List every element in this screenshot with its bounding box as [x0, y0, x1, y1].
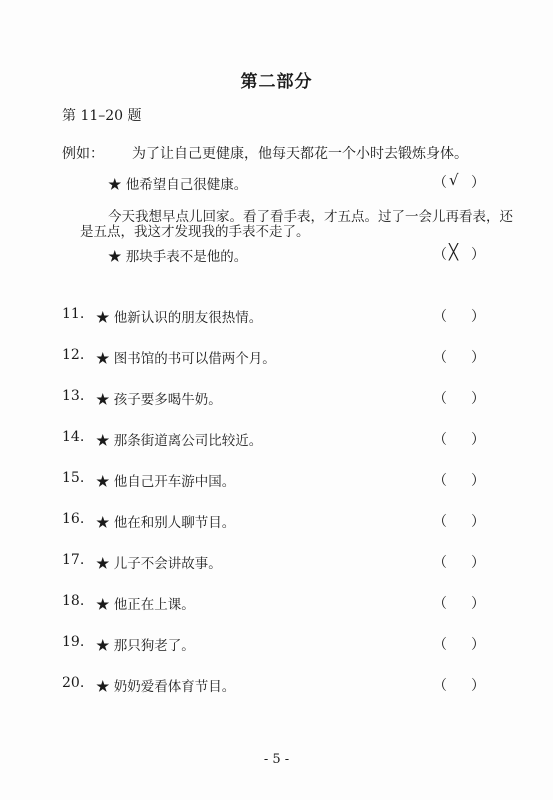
paren-left: （ [433, 391, 447, 407]
question-number: 17. [62, 552, 85, 568]
question-number: 19. [62, 634, 85, 650]
paren-right: ） [471, 473, 485, 489]
paren-right: ） [471, 350, 485, 366]
question-number: 12. [62, 347, 85, 363]
paren-right: ） [471, 637, 485, 653]
paren-right: ） [471, 247, 485, 263]
paren-right: ） [471, 391, 485, 407]
question-statement: ★ 孩子要多喝牛奶。 [96, 392, 222, 408]
paren-left: （ [433, 555, 447, 571]
question-statement: ★ 儿子不会讲故事。 [96, 556, 222, 572]
question-number: 14. [62, 429, 85, 445]
paren-left: （ [433, 596, 447, 612]
example-statement-2: ★ 那块手表不是他的。 [108, 249, 248, 265]
paren-right: ） [471, 175, 485, 191]
question-number: 20. [62, 675, 85, 691]
part-title: 第二部分 [240, 72, 313, 92]
paren-right: ） [471, 432, 485, 448]
paren-left: （ [433, 678, 447, 694]
question-statement: ★ 那只狗老了。 [96, 638, 195, 654]
paren-right: ） [471, 678, 485, 694]
question-statement: ★ 奶奶爱看体育节目。 [96, 679, 236, 695]
question-statement: ★ 他在和别人聊节目。 [96, 515, 236, 531]
question-statement: ★ 图书馆的书可以借两个月。 [96, 351, 276, 367]
example-paragraph-line-1: 今天我想早点儿回家。看了看手表，才五点。过了一会儿再看表，还 [108, 209, 513, 225]
paren-left: （ [433, 175, 447, 191]
paren-left: （ [433, 309, 447, 325]
example-statement-1: ★ 他希望自己很健康。 [108, 177, 248, 193]
question-statement: ★ 他新认识的朋友很热情。 [96, 310, 263, 326]
example-sentence: 为了让自己更健康，他每天都花一个小时去锻炼身体。 [132, 146, 468, 162]
page-number: - 5 - [263, 752, 290, 767]
paren-right: ） [471, 309, 485, 325]
question-number: 11. [62, 306, 85, 322]
question-range-label: 第 11–20 题 [62, 108, 142, 124]
paren-right: ） [471, 596, 485, 612]
cross-icon: ╳ [449, 243, 459, 261]
question-statement: ★ 那条街道离公司比较近。 [96, 433, 263, 449]
paren-left: （ [433, 350, 447, 366]
example-prefix: 例如： [62, 146, 104, 162]
paren-right: ） [471, 514, 485, 530]
paren-left: （ [433, 473, 447, 489]
question-number: 18. [62, 593, 85, 609]
question-number: 13. [62, 388, 85, 404]
paren-left: （ [433, 514, 447, 530]
paren-left: （ [433, 637, 447, 653]
question-statement: ★ 他自己开车游中国。 [96, 474, 236, 490]
paren-right: ） [471, 555, 485, 571]
example-paragraph-line-2: 是五点，我这才发现我的手表不走了。 [80, 224, 310, 240]
question-number: 15. [62, 470, 85, 486]
question-statement: ★ 他正在上课。 [96, 597, 195, 613]
checkmark-icon: √ [449, 171, 459, 189]
paren-left: （ [433, 247, 447, 263]
paren-left: （ [433, 432, 447, 448]
question-number: 16. [62, 511, 85, 527]
